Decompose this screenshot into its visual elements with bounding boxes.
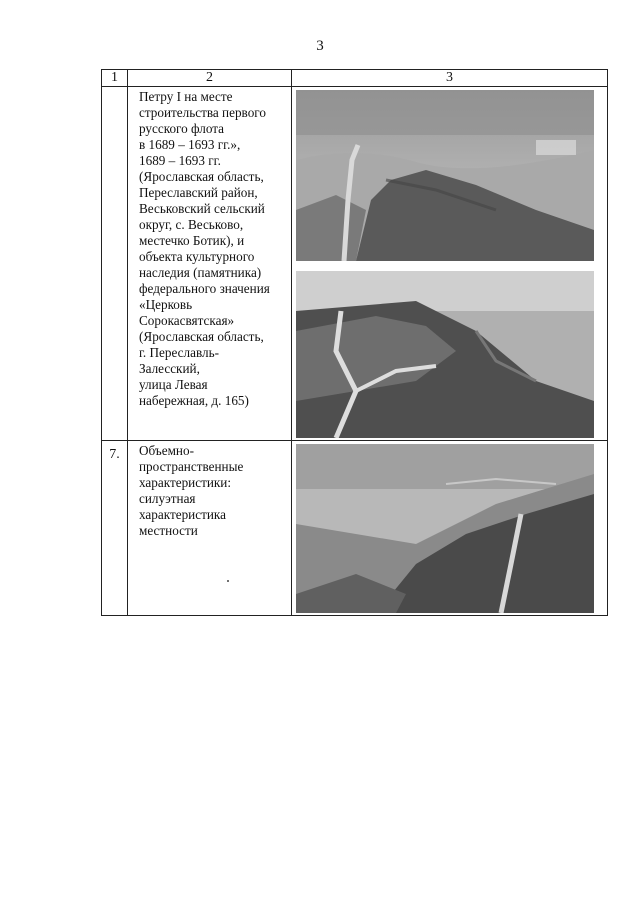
text-line: характеристика [139, 507, 226, 522]
text-line: Веськовский сельский [139, 201, 265, 216]
text-line: федерального значения [139, 281, 270, 296]
text-line: местечко Ботик), и [139, 233, 245, 248]
text-line: пространственные [139, 459, 244, 474]
text-line: Залесский, [139, 361, 200, 376]
page-number: 3 [316, 38, 324, 54]
aerial-photo-lake-shore-road [296, 90, 594, 261]
table-row [102, 441, 608, 616]
text-line: (Ярославская область, [139, 329, 264, 344]
text-line: (Ярославская область, [139, 169, 264, 184]
aerial-photo-shoreline-road [296, 444, 594, 613]
text-line: наследия (памятника) [139, 265, 262, 280]
aerial-photo-road-junction-lake [296, 271, 594, 438]
text-line: Переславский район, [139, 185, 258, 200]
row-description [128, 441, 292, 616]
header-col-2: 2 [128, 70, 292, 87]
text-line: г. Переславль- [139, 345, 219, 360]
text-line: улица Левая [139, 377, 208, 392]
row-photos [292, 87, 608, 441]
row-description [128, 87, 292, 441]
text-line: местности [139, 523, 198, 538]
text-line: силуэтная [139, 491, 196, 506]
text-line: Сорокасвятская» [139, 313, 235, 328]
text-line: «Церковь [139, 297, 193, 312]
text-line: в 1689 – 1693 гг.», [139, 137, 241, 152]
text-line: округ, с. Веськово, [139, 217, 244, 232]
stray-dot [227, 580, 229, 582]
text-line: набережная, д. 165) [139, 393, 249, 408]
text-line: строительства первого [139, 105, 266, 120]
row-number: 7. [102, 441, 128, 616]
text-line: Петру I на месте [139, 89, 233, 104]
document-table [101, 69, 608, 616]
text-line: 1689 – 1693 гг. [139, 153, 221, 168]
text-line: русского флота [139, 121, 225, 136]
table-header-row [102, 70, 608, 87]
row-photos [292, 441, 608, 616]
table-row [102, 87, 608, 441]
text-line: объекта культурного [139, 249, 255, 264]
header-col-3: 3 [292, 70, 608, 87]
text-line: Объемно- [139, 443, 194, 458]
header-col-1: 1 [102, 70, 128, 87]
row-number [102, 87, 128, 441]
text-line: характеристики: [139, 475, 232, 490]
